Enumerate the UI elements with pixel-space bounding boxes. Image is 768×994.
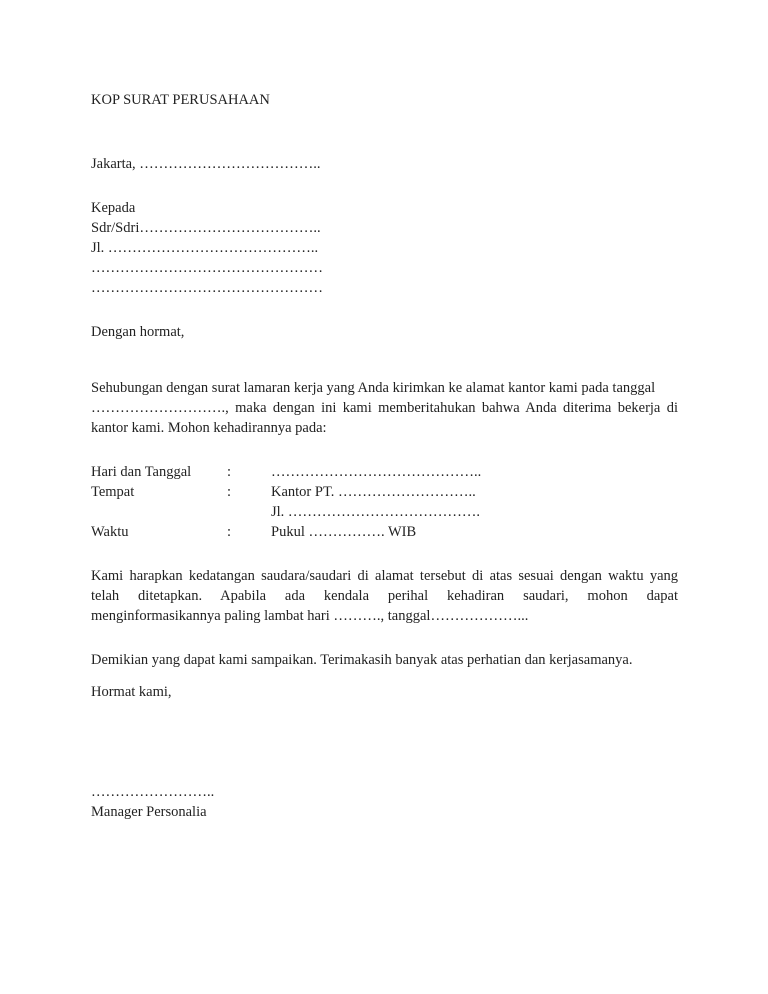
body-paragraph-1-line-2: ………………………., maka dengan ini kami memberitahukan bahwa Anda diterima bekerja di [91,400,678,416]
body-paragraph-2-line-2: telah ditetapkan. Apabila ada kendala perihal kehadiran saudari, mohon dapat [91,588,678,604]
detail-colon: : [227,464,232,480]
detail-row-place [91,482,678,502]
body-paragraph-2-line-3: menginformasikannya paling lambat hari ………., tanggal………………... [91,608,529,624]
detail-row-date [91,462,678,482]
recipient-to-label: Kepada [91,200,136,216]
signature-name-line: …………………….. [91,784,215,800]
signature-block [91,782,678,822]
recipient-block [91,198,678,298]
body-paragraph-1 [91,378,678,438]
place-date: Jakarta, ……………………………….. [91,156,321,172]
detail-label: Tempat [91,484,135,500]
salutation: Dengan hormat, [91,324,185,340]
signature-space [91,702,678,782]
detail-value: Pukul ……………. WIB [271,524,417,540]
detail-colon: : [227,484,232,500]
recipient-name-line: Sdr/Sdri……………………………….. [91,220,321,236]
detail-label: Waktu [91,524,129,540]
detail-label: Hari dan Tanggal [91,464,192,480]
detail-colon [227,502,271,522]
letterhead: KOP SURAT PERUSAHAAN [91,92,270,108]
recipient-address-line-2: ………………………………………… [91,280,323,296]
detail-value: …………………………………….. [271,464,482,480]
detail-value: Jl. …………………………………. [271,504,481,520]
detail-row-street [91,502,678,522]
body-paragraph-2-line-1: Kami harapkan kedatangan saudara/saudari di alamat tersebut di atas sesuai dengan waktu yang [91,568,678,584]
closing-paragraph: Demikian yang dapat kami sampaikan. Terimakasih banyak atas perhatian dan kerjasamanya. [91,652,633,668]
letter-page [91,90,678,822]
recipient-address-line-1: ………………………………………… [91,260,323,276]
body-paragraph-1-line-3: kantor kami. Mohon kehadirannya pada: [91,420,327,436]
closing-salutation: Hormat kami, [91,684,172,700]
body-paragraph-2 [91,566,678,626]
detail-colon: : [227,524,232,540]
detail-row-time [91,522,678,542]
signature-title: Manager Personalia [91,804,207,820]
body-paragraph-1-line-1: Sehubungan dengan surat lamaran kerja yang Anda kirimkan ke alamat kantor kami pada tanggal [91,380,656,396]
appointment-details [91,462,678,542]
recipient-street-line: Jl. …………………………………….. [91,240,319,256]
detail-value: Kantor PT. ……………………….. [271,484,476,500]
detail-label [91,502,227,522]
